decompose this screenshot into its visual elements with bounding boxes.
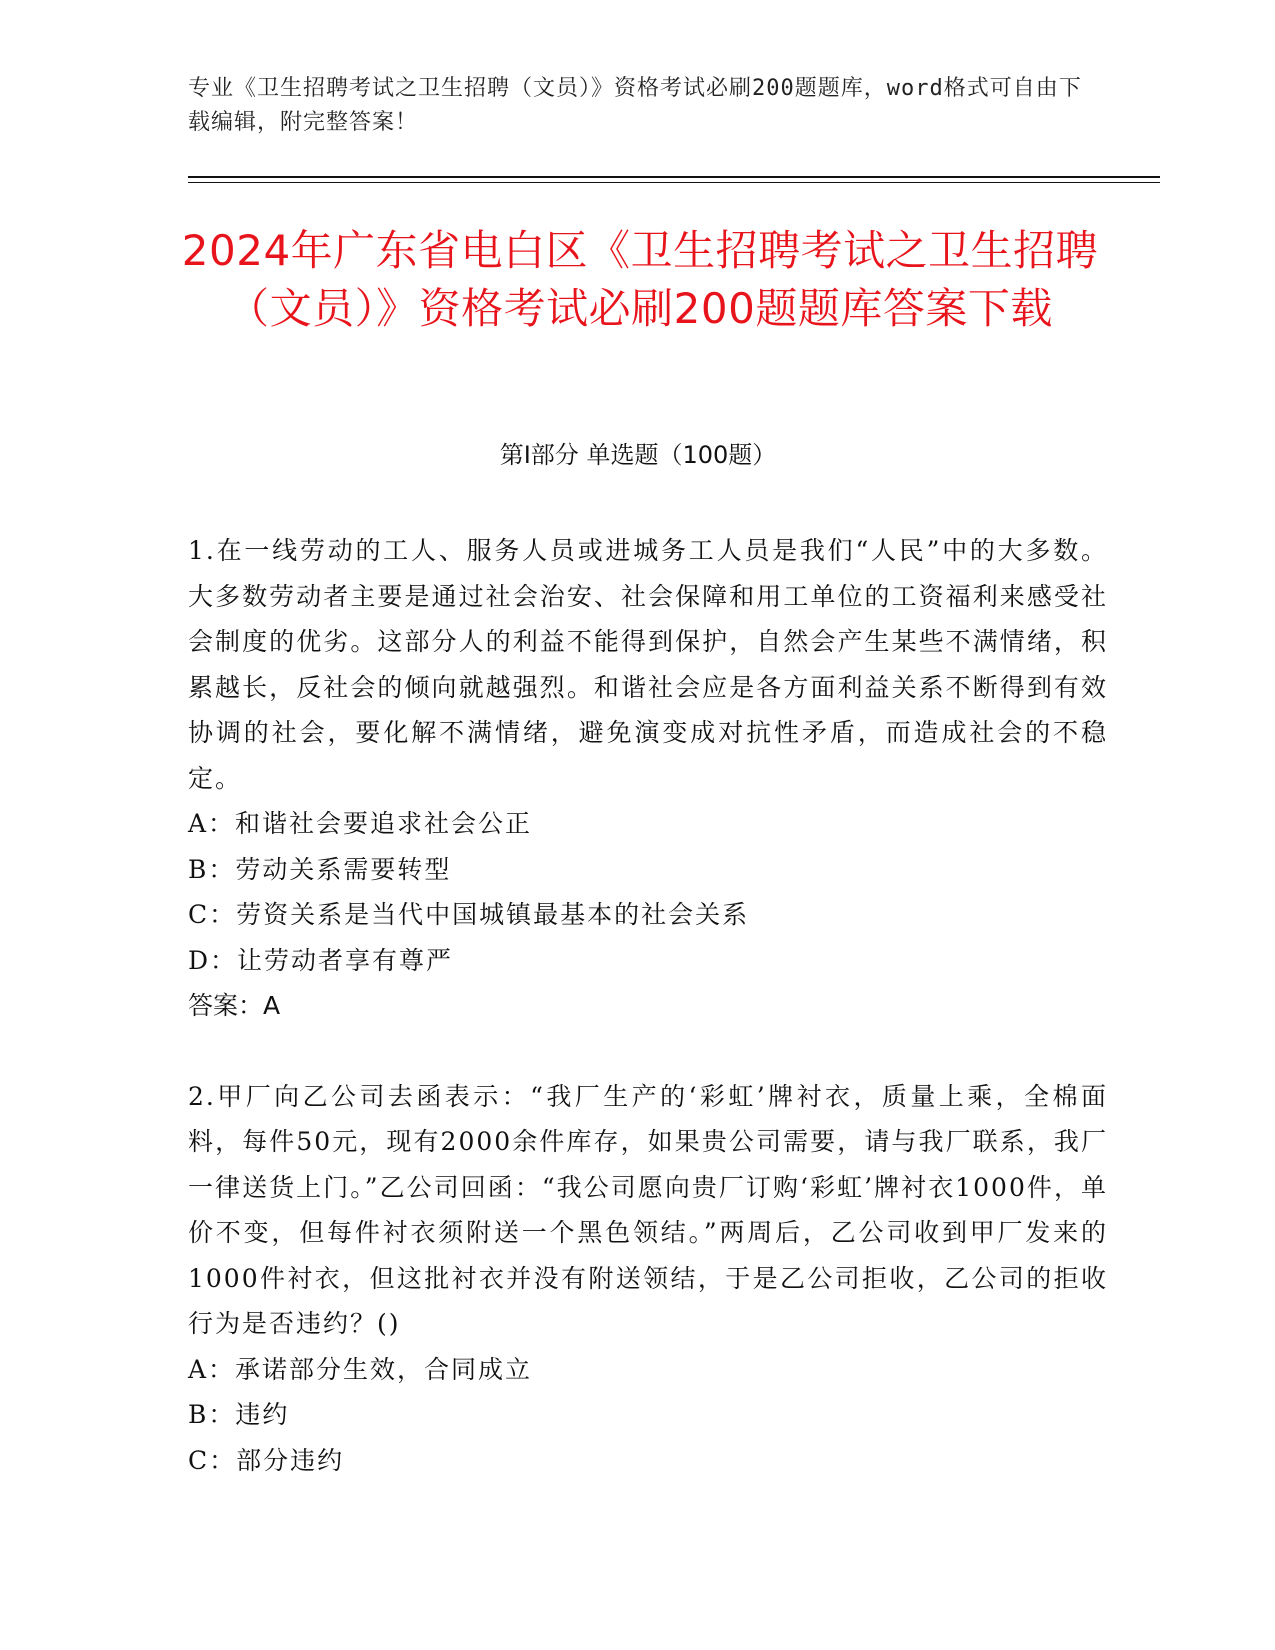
question-2-option-c: C：部分违约 — [188, 1445, 345, 1475]
header-note: 专业《卫生招聘考试之卫生招聘（文员）》资格考试必刷200题题库，word格式可自由下载编辑，附完整答案！ — [188, 76, 1082, 135]
question-1-answer: 答案：A — [188, 991, 281, 1020]
question-2-text: 2.甲厂向乙公司去函表示：“我厂生产的‘彩虹’牌衬衣，质量上乘，全棉面料，每件50元，现有2000余件库存，如果贵公司需要，请与我厂联系，我厂一律送货上门。”乙公司回函：“我公司愿向贵厂订购‘彩虹’牌衬衣1000件，单价不变，但每件衬衣须附送一个黑色领结。”两周后，乙公司收到甲厂发来的1000件衬衣，但这批衬衣并没有附送领结，于是乙公司拒收，乙公司的拒收行为是否违约？() — [188, 1081, 1108, 1338]
question-2-option-a: A：承诺部分生效，合同成立 — [188, 1354, 533, 1384]
question-1-option-a: A：和谐社会要追求社会公正 — [188, 809, 533, 838]
question-1-option-d: D：让劳动者享有尊严 — [188, 945, 454, 975]
question-2 — [188, 1074, 1108, 1484]
header-divider-thin — [188, 182, 1160, 183]
section-heading: 第I部分 单选题（100题） — [499, 441, 777, 469]
question-spacer — [188, 1029, 1108, 1074]
question-1-text: 1.在一线劳动的工人、服务人员或进城务工人员是我们“人民”中的大多数。大多数劳动者主要是通过社会治安、社会保障和用工单位的工资福利来感受社会制度的优劣。这部分人的利益不能得到保护，自然会产生某些不满情绪，积累越长，反社会的倾向就越强烈。和谐社会应是各方面利益关系不断得到有效协调的社会，要化解不满情绪，避免演变成对抗性矛盾，而造成社会的不稳定。 — [188, 536, 1108, 793]
question-2-option-b: B：违约 — [188, 1400, 290, 1429]
question-1-option-b: B：劳动关系需要转型 — [188, 854, 452, 884]
header-divider-thick — [188, 176, 1160, 178]
document-title: 2024年广东省电白区《卫生招聘考试之卫生招聘（文员）》资格考试必刷200题题库答案下载 — [181, 226, 1099, 333]
questions-content — [188, 528, 1108, 1483]
question-1-option-c: C：劳资关系是当代中国城镇最基本的社会关系 — [188, 900, 750, 929]
question-1 — [188, 528, 1108, 1029]
